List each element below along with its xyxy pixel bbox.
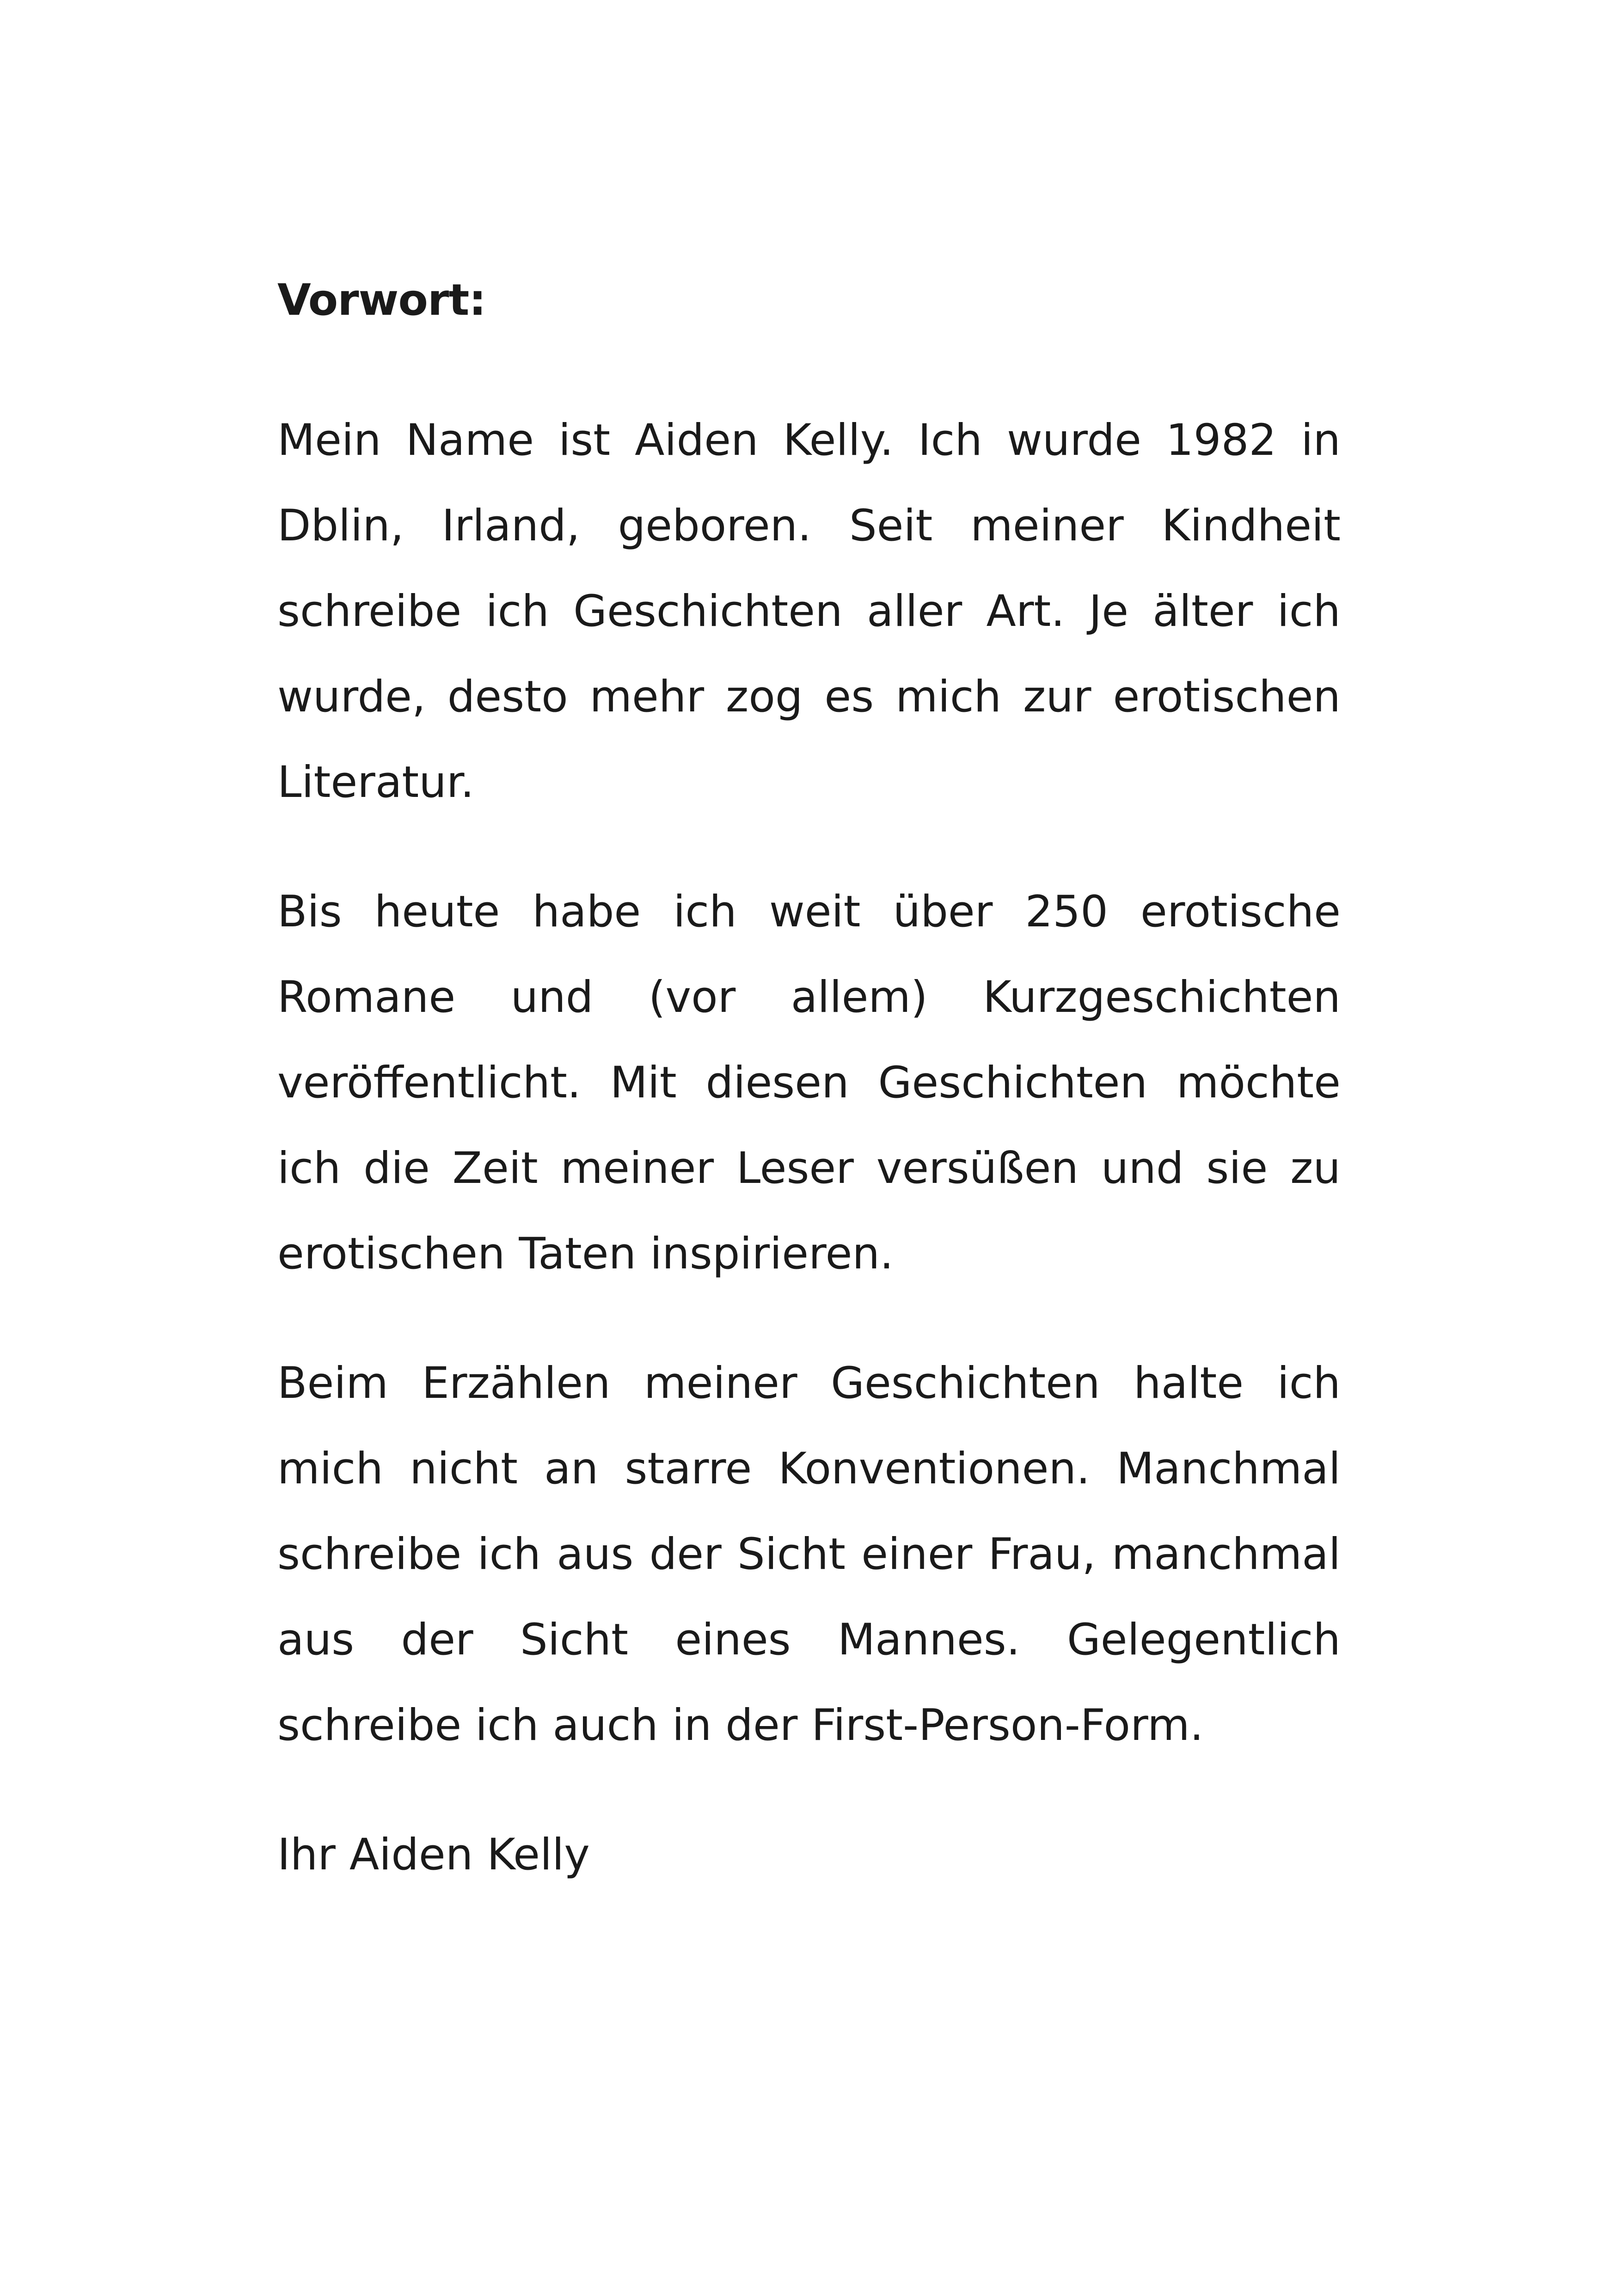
signature: Ihr Aiden Kelly: [277, 1830, 590, 1880]
paragraph-style: Beim Erzählen meiner Geschichten halte ich mich nicht an starre Konventionen. Manchmal schreibe ich aus der Sicht einer Frau, manchmal aus der Sicht eines Mannes. Gelegentlich schreibe ich auch in der First-Person-Form.: [277, 1358, 1341, 1751]
paragraph-intro: Mein Name ist Aiden Kelly. Ich wurde 1982 in Dblin, Irland, geboren. Seit meiner Kindheit schreibe ich Geschichten aller Art. Je älter ich wurde, desto mehr zog es mich zur erotischen Literatur.: [277, 415, 1341, 808]
page-content: [277, 273, 1341, 1898]
page-heading: Vorwort:: [277, 275, 486, 325]
paragraph-publications: Bis heute habe ich weit über 250 erotische Romane und (vor allem) Kurzgeschichten veröffentlicht. Mit diesen Geschichten möchte ich die Zeit meiner Leser versüßen und sie zu erotischen Taten inspirieren.: [277, 887, 1341, 1279]
